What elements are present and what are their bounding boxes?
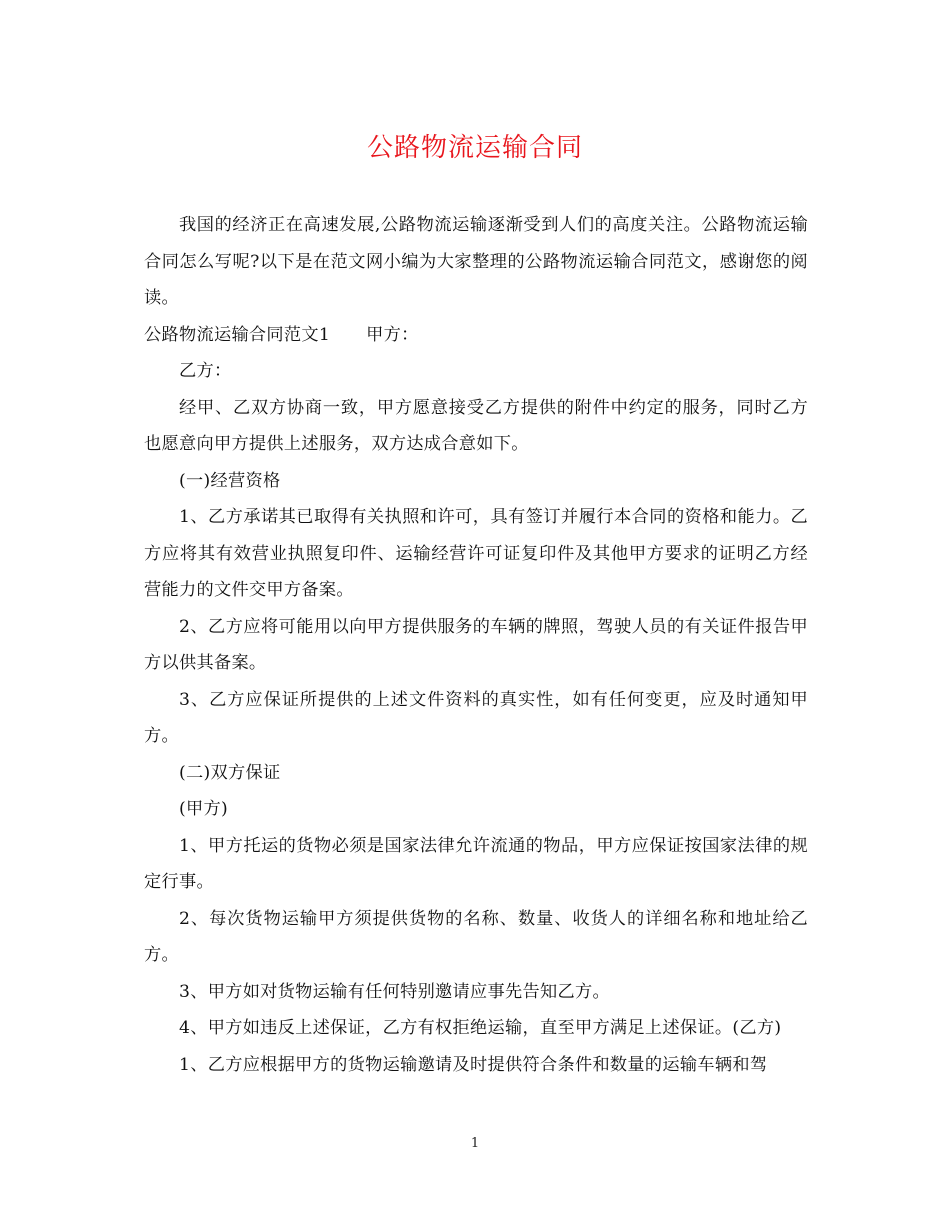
page-number: 1 — [470, 1136, 480, 1151]
agreement-paragraph: 经甲、乙双方协商一致，甲方愿意接受乙方提供的附件中约定的服务，同时乙方也愿意向甲方提供上述服务，双方达成合意如下。 — [144, 397, 808, 454]
intro-paragraph: 我国的经济正在高速发展,公路物流运输逐渐受到人们的高度关注。公路物流运输合同怎么写呢?以下是在范文网小编为大家整理的公路物流运输合同范文，感谢您的阅读。 — [144, 215, 808, 308]
party-b-label: 乙方： — [179, 361, 232, 381]
clause-paragraph: 2、乙方应将可能用以向甲方提供服务的车辆的牌照，驾驶人员的有关证件报告甲方以供其备案。 — [144, 616, 808, 673]
clause-paragraph: 3、乙方应保证所提供的上述文件资料的真实性，如有任何变更，应及时通知甲方。 — [144, 689, 808, 746]
document-title: 公路物流运输合同 — [366, 133, 583, 163]
clause-paragraph: 1、乙方应根据甲方的货物运输邀请及时提供符合条件和数量的运输车辆和驾 — [179, 1054, 768, 1075]
sample-heading-line — [144, 317, 808, 354]
clause-paragraph: 4、甲方如违反上述保证，乙方有权拒绝运输，直至甲方满足上述保证。(乙方) — [179, 1018, 782, 1038]
clause-paragraph: 1、甲方托运的货物必须是国家法律允许流通的物品，甲方应保证按国家法律的规定行事。 — [144, 835, 808, 892]
document-body — [144, 207, 808, 1083]
section-heading-guarantee: (二)双方保证 — [179, 762, 281, 783]
section-heading-qualification: (一)经营资格 — [179, 470, 281, 491]
clause-paragraph: 1、乙方承诺其已取得有关执照和许可，具有签订并履行本合同的资格和能力。乙方应将其有效营业执照复印件、运输经营许可证复印件及其他甲方要求的证明乙方经营能力的文件交甲方备案。 — [144, 507, 808, 600]
clause-paragraph: 3、甲方如对货物运输有任何特别邀请应事先告知乙方。 — [179, 981, 610, 1002]
sample-heading-label: 公路物流运输合同范文1 — [144, 324, 331, 345]
party-a-label: 甲方： — [366, 324, 419, 345]
subsection-heading-party-a: (甲方) — [179, 799, 228, 819]
clause-paragraph: 2、每次货物运输甲方须提供货物的名称、数量、收货人的详细名称和地址给乙方。 — [144, 908, 808, 965]
